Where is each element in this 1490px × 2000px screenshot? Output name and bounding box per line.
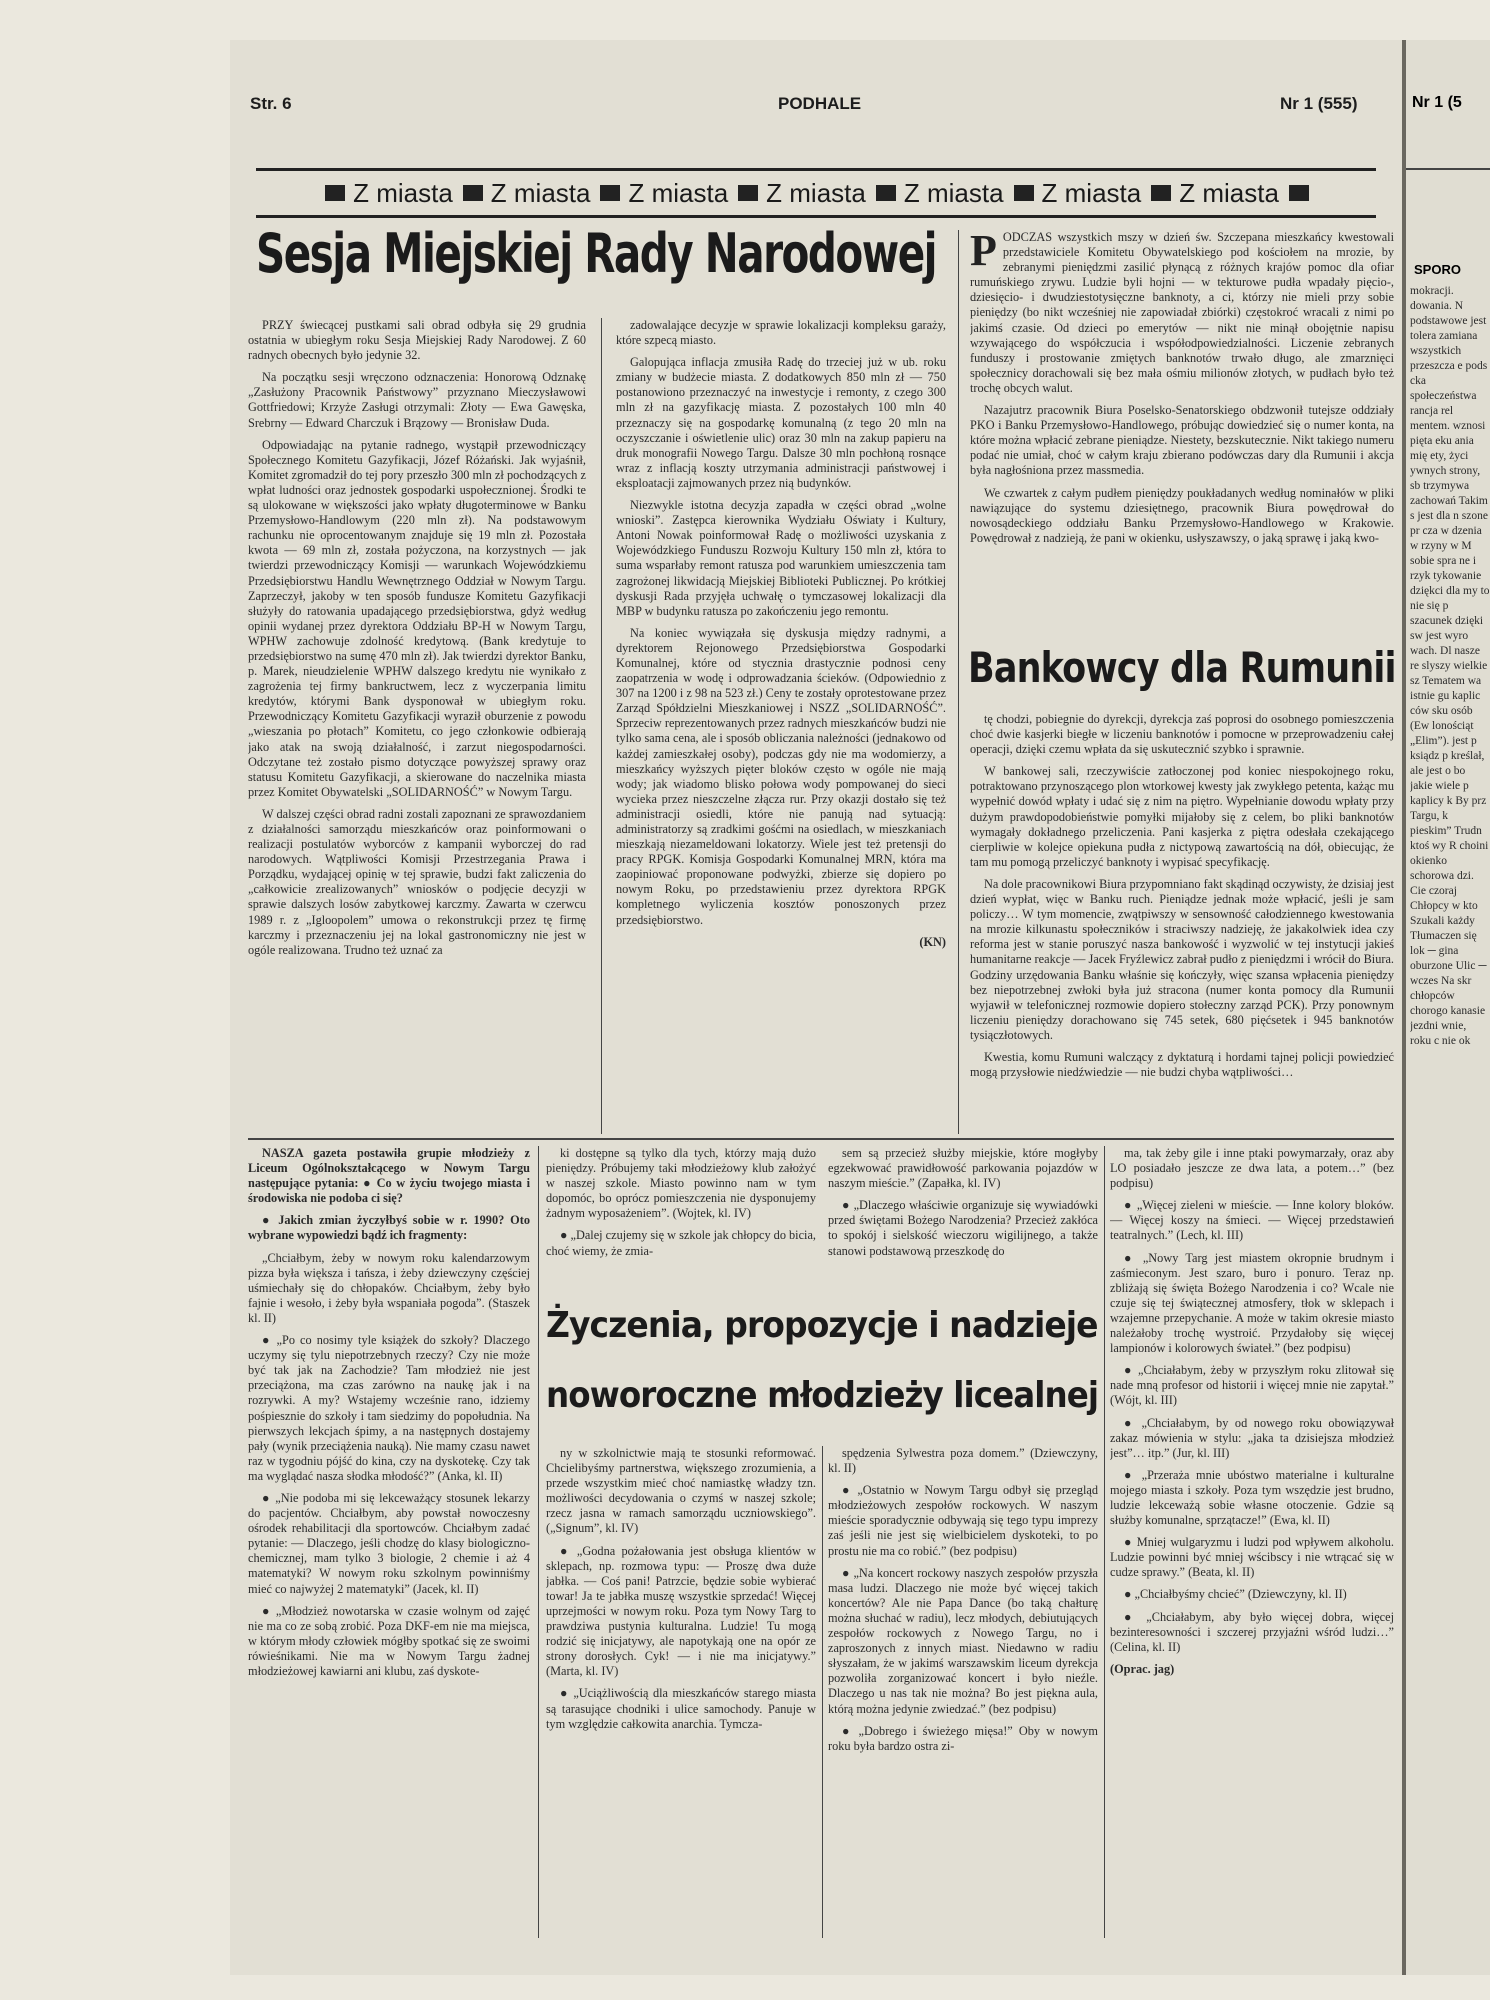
paragraph: ● „Uciążliwością dla mieszkańców starego miasta są tarasujące chodniki i ulice samochody. Panuje w tym względzie całkowita anarchia. Tymcza- <box>546 1686 816 1731</box>
page-number: Str. 6 <box>250 94 292 113</box>
paragraph: ki dostępne są tylko dla tych, którzy mają dużo pieniędzy. Próbujemy taki młodzieżowy klub założyć w naszej szkole. Miasto powinno nam w tym dopomóc, bo oprócz pomieszczenia nie dysponujemy żadnym wyposażeniem”. (Wojtek, kl. IV) <box>546 1146 816 1221</box>
article-column <box>970 230 1394 630</box>
article-title: Sesja Miejskiej Rady Narodowej <box>256 222 937 285</box>
column-rule <box>822 1446 823 1938</box>
paragraph: NASZA gazeta postawiła grupie młodzieży z Liceum Ogólnokształcącego w Nowym Targu następujące pytania: ● Co w życiu twojego miasta i środowiska nie podoba ci się? <box>248 1146 530 1206</box>
paragraph: ● „Chciałabym, aby było więcej dobra, więcej bezinteresowności i szczerej przyjaźni wśród ludzi…” (Celina, kl. II) <box>1110 1609 1394 1654</box>
article-column <box>546 1446 816 1938</box>
paragraph: Galopująca inflacja zmusiła Radę do trzeciej już w ub. roku zmiany w budżecie miasta. Z dodatkowych 850 mln zł — 750 postanowiono przeznaczyć na inwestycje i remonty, z czego 300 mln zł na gazyfikację miasta. Z pozostałych 100 mln 40 przeznaczy się na gospodarkę komunalną (z tego 20 mln na oczyszczanie i oświetlenie ulic) oraz 30 mln na zakup papieru na druk monografii Nowego Targu. Dalsze 30 mln pochłoną rosnące wraz z inflacją koszty utrzymania administracji państwowej i eksploatacji zajmowanych przez nią budynków. <box>616 355 946 490</box>
paragraph: ● „Chciałabym, żeby w przyszłym roku zlitował się nade mną profesor od historii i więcej mnie nie zapytał.” (Wójt, kl. III) <box>1110 1363 1394 1408</box>
article-signature: (KN) <box>919 934 946 949</box>
paragraph: ● „Więcej zieleni w mieście. — Inne kolory bloków. — Więcej koszy na śmieci. — Więcej przedstawień teatralnych.” (Lech, kl. III) <box>1110 1198 1394 1243</box>
paragraph: ● Mniej wulgaryzmu i ludzi pod wpływem alkoholu. Ludzie powinni być mniej wścibscy i nie wtrącać się w cudze sprawy.” (Beata, kl. II) <box>1110 1535 1394 1580</box>
paragraph: ● „Dalej czujemy się w szkole jak chłopcy do bicia, choć wiemy, że zmia- <box>546 1228 816 1258</box>
adjacent-page <box>1406 40 1490 1975</box>
section-banner <box>256 168 1376 218</box>
paragraph: Niezwykle istotna decyzja zapadła w części obrad „wolne wnioski”. Zastępca kierownika Wydziału Oświaty i Kultury, Antoni Nowak poinformował Radę o możliwości uzyskania z Wojewódzkiego Funduszu Rozwoju Kultury 150 mln zł, która to suma wsparłaby remont ratusza pod warunkiem umieszczenia tam zagrożonej likwidacją Miejskiej Biblioteki Publicznej. Po krótkiej dyskusji Rada przyjęła uchwałę o tymczasowej lokalizacji dla MBP w budynku ratusza po zakończeniu jego remontu. <box>616 498 946 618</box>
banner-label: Z miasta <box>628 177 729 208</box>
paragraph: spędzenia Sylwestra poza domem.” (Dziewczyny, kl. II) <box>828 1446 1098 1476</box>
paragraph: Odpowiadając na pytanie radnego, wystąpił przewodniczący Społecznego Komitetu Gazyfikacji, Józef Różański. Jak wyjaśnił, Komitet zgromadził do tej pory przeszło 300 mln zł pochodzących z wpłat ludności oraz jednostek gospodarki uspołecznionej. Środki te są ulokowane w większości jako wpłaty długoterminowe w Banku Przemysłowo-Handlowym (220 mln zł). Na podstawowym rachunku nie oprocentowanym znajduje się 19 mln zł. Pozostała kwota — 69 mln zł, została pożyczona, na korzystnych — jak twierdzi przewodniczący Komisji — warunkach Wojewódzkiemu Przedsiębiorstwu Handlu Wewnętrznego Oddział w Nowym Targu. Zaprzeczył, jakoby w ten sposób fundusze Komitetu Gazyfikacji służyły do ratowania upadającego przedsiębiorstwa, gdyż według opinii wydanej przez dyrektora Oddziału BP-H w Nowym Targu, WPHW zachowuje zdolność kredytową. (Bank kredytuje to przedsiębiorstwo na sumę 470 mln zł). Jak twierdzi dyrektor Banku, p. Marek, nieudzielenie WPHW dalszego kredytu nie wynikało z zagrożenia tej firmy bankructwem, lecz z wyczerpania limitu kredytów, którymi Bank dysponował w ubiegłym roku. Przewodniczący Komitetu Gazyfikacji wyraził oburzenie z powodu „wieszania po płotach” Komitetu, co jego członkowie odbierają jako atak na swoją działalność, i zarzut niegospodarności. Odczytane też zostało pismo dotyczące powyższej sprawy oraz statusu Komitetu Gazyfikacji, a skierowane do naczelnika miasta przez Komitet Obywatelski „SOLIDARNOŚĆ” w Nowym Targu. <box>248 437 586 799</box>
column-rule <box>1104 1146 1105 1938</box>
paragraph: ● „Ostatnio w Nowym Targu odbył się przegląd młodzieżowych zespołów rockowych. W naszym mieście sporadycznie odbywają się tego typu imprezy zaś jeśli nie jest się wielbicielem dyskoteki, to po prostu nie ma co robić.” (bez podpisu) <box>828 1483 1098 1558</box>
article-title: Bankowcy dla Rumunii <box>968 643 1396 692</box>
paragraph: ● „Dobrego i świeżego mięsa!” Oby w nowym roku była bardzo ostra zi- <box>828 1723 1098 1753</box>
article-column <box>970 712 1394 1134</box>
paragraph: ● „Przeraża mnie ubóstwo materialne i kulturalne mojego miasta i szkoły. Poza tym wszędzie jest brudno, ludzie lekceważą sobie własne otoczenie. Gdzie są służby komunalne, sprzątacze!” (Ewa, kl. II) <box>1110 1467 1394 1528</box>
city-icon <box>325 185 345 201</box>
article-column <box>828 1446 1098 1938</box>
article-column <box>248 1146 530 1938</box>
paragraph: Nazajutrz pracownik Biura Poselsko-Senatorskiego obdzwonił tutejsze oddziały PKO i Banku Przemysłowo-Handlowego, próbując dowiedzieć się o numer konta, na które można wpłacić zebrane pieniądze. Niestety, bezskutecznie. Nikt takiego numeru podać nie umiał, choć w całym kraju zbierano podówczas dary dla Rumunii i akcja była nagłośniona przez massmedia. <box>970 403 1394 478</box>
paragraph: ny w szkolnictwie mają te stosunki reformować. Chcielibyśmy partnerstwa, większego zrozumienia, a przede wszystkim mieć choć namiastkę władzy tzn. możliwości decydowania o czymś w naszej szkole; rzecz jasna w ramach samorządu uczniowskiego”. („Signum”, kl. IV) <box>546 1446 816 1536</box>
lead-paragraph: ODCZAS wszystkich mszy w dzień św. Szczepana mieszkańcy kwestowali przedstawiciele Komitetu Obywatelskiego pod kościołem na mrozie, by zebranymi pieniędzmi zasilić płynącą z różnych krajów pomoc dla ofiar rumuńskiego zrywu. Ludzie byli hojni — w tekturowe pudła wpadały pięcio-, dziesięcio- i dwudziestotysięczne banknoty, a ci, którzy nie mieli przy sobie pieniędzy (bo nikt wcześniej nie zapowiadał zbiórki) częstokroć wracali z nimi po jakimś czasie. Od dzieci po emerytów — nikt nie minął obojętnie napisu wzywającego do współczucia i współodpowiedzialności. Liczenie zebranych funduszy i prostowanie zmiętych banknotów trwało długo, ale zmarznięci społecznicy dorachowali się bez mała ośmiu milionów złotych, w pudłach było też trochę obcych walut. <box>970 230 1394 395</box>
drop-cap: P <box>970 230 997 275</box>
column-rule <box>958 230 959 1134</box>
adjacent-text: mokracji. dowania. N podstawowe jest tolera zamiana wszystkich przeszcza e pods cka społeczeństwa rancja rel mentem. wznosi pięta eku ania mię ety, życi ywnych strony, sb trzymywa zachowań Takim s jest dla n szone pr cza w dzenia w rzyny w M sobie spra ne i rzyk tykowanie dziękci dla my to nie się p szacunek dzięki sw jest wyro wach. Dl nasze re slyszy wielkie sz Tematem wa istnie gu kaplic ców sku osób (Ew lonościąt „Elim”). jest p ksiądz p kreślał, ale jest o bo jakie wiele p kaplicy k By prz Targu, k pieskim” Trudn ktoś wy R choini okienko schorowa dzi. Cie czoraj Chłopcy w kto Szukali każdy Tłumaczen się lok ─ gina oburzone Ulic ─ wczes Na skr chłopców chorogo kanasie jezdni wnie, roku c nie ok <box>1410 285 1490 1047</box>
paragraph: Na koniec wywiązała się dyskusja między radnymi, a dyrektorem Rejonowego Przedsiębiorstwa Gospodarki Komunalnej, które od stycznia drastycznie podnosi ceny zaopatrzenia w wodę i odprowadzania ścieków. (Odpowiednio z 307 na 1200 i z 98 na 523 zł.) Ceny te zostały oprotestowane przez Zarząd Spółdzielni Mieszkaniowej i NSZZ „SOLIDARNOŚĆ”. Sprzeciw reprezentowanych przez radnych mieszkańców budzi nie tylko sama cena, ale i sposób obliczania należności (jednakowo od każdej zamieszkałej osoby), podczas gdy nie ma wodomierzy, a mieszkańcy wyższych pięter bloków często w ogóle nie mają wody; jak wiadomo blisko połowa wody pompowanej do sieci wycieka przez nieszczelne złącza rur. Przy okazji dostało się też administracji osiedli, które nie panują nad sytuacją: administratorzy są zradkimi gośćmi na osiedlach, w mieszkaniach mieszkają niezameldowani lokatorzy. Wiele jest też pretensji do pracy RPGK. Komisja Gospodarki Komunalnej MRN, która ma zaopiniować proponowane podwyżki, zbierze się dopiero po nowym Roku, po przedstawieniu przez dyrektora RPGK kompletnego wyliczenia kosztów ponoszonych przez przedsiębiorstwo. <box>616 625 946 927</box>
issue-number: Nr 1 (555) <box>1280 94 1358 113</box>
article-column <box>1110 1146 1394 1938</box>
paragraph: W bankowej sali, rzeczywiście zatłoczonej pod koniec niespokojnego roku, potraktowano przynoszącego plon wtorkowej kwesty jak zwykłego petenta, każąc mu wypełnić dowód wpłaty i udać się z nim na piętro. Wypełnianie dowodu wpłaty przy dużym prawdopodobieństwie pomyłki mijałoby się z celem, bo pliki banknotów wymagały dokładnego przeliczenia. Pani kasjerka z piętra odesłała czekającego cierpliwie w kolejce opiekuna pudła z nictypową zawartością na dół, obiecując, że tam mu pomogą przeliczyć banknoty i wypisać specyfikację. <box>970 764 1394 869</box>
city-icon <box>600 185 620 201</box>
paragraph: ● „Młodzież nowotarska w czasie wolnym od zajęć nie ma co ze sobą zrobić. Poza DKF-em nie ma miejsca, w którym młody człowiek mógłby spotkać się ze swoimi rówieśnikami. Nie ma w Nowym Targu żadnej młodzieżowej kawiarni ani klubu, zaś dyskote- <box>248 1603 530 1678</box>
banner-label: Z miasta <box>1041 177 1142 208</box>
section-rule <box>248 1138 1394 1140</box>
paragraph: „Chciałbym, żeby w nowym roku kalendarzowym pizza była większa i tańsza, i żeby dziewczyny częściej uśmiechały się do chłopaków. Chciałbym, żeby było fajnie i wesoło, i żeby była wspaniała pogoda”. (Staszek kl. II) <box>248 1250 530 1325</box>
city-icon <box>1014 185 1034 201</box>
adjacent-heading: SPORO <box>1414 262 1461 277</box>
article-title-line2: noworoczne młodzieży licealnej <box>546 1375 1099 1416</box>
editor-credit: (Oprac. jag) <box>1110 1661 1175 1676</box>
paragraph: ma, tak żeby gile i inne ptaki powymarzały, oraz aby LO posiadało jeszcze ze dwa lata, a potem…” (bez podpisu) <box>1110 1146 1394 1191</box>
article-title: Życzenia, propozycje i nadzieje <box>546 1305 1098 1346</box>
paragraph: ● „Dlaczego właściwie organizuje się wywiadówki przed świętami Bożego Narodzenia? Przecież zakłóca to spokój i sielskość wieczoru wigilijnego, a także stanowi podstawową przeszkodę do <box>828 1198 1098 1258</box>
adjacent-masthead: Nr 1 (5 <box>1412 94 1462 111</box>
paragraph: ● „Nie podoba mi się lekceważący stosunek lekarzy do pacjentów. Chciałbym, aby powstał nowoczesny ośrodek rehabilitacji dla sportowców. Chciałbym zadać pytanie: — Dlaczego, jeśli chodzę do klasy biologiczno-chemicznej, mam tylko 3 biologie, 2 chemie i aż 4 matematyki? W nowym roku szkolnym powinniśmy mieć co najwyżej 2 matematyki” (Jacek, kl. II) <box>248 1490 530 1596</box>
city-icon <box>1289 185 1309 201</box>
paragraph: ● „Godna pożałowania jest obsługa klientów w sklepach, np. rozmowa typu: — Proszę dwa duże jabłka. — Coś pani! Patrzcie, będzie sobie wybierać towar! Ja te jabłka muszę wszystkie sprzedać! Więcej uprzejmości w nowym roku. Poza tym Nowy Targ to prawdziwa pustynia kulturalna. Ludzie! Tu mogą rodzić się inicjatywy, ale napotykają one na opór ze strony dorosłych. Cyk! — i nie ma inicjatywy.” (Marta, kl. IV) <box>546 1543 816 1679</box>
paragraph: ● „Po co nosimy tyle książek do szkoły? Dlaczego uczymy się tylu niepotrzebnych rzeczy? Czy nie może być tak jak na Zachodzie? Tam młodzież nie jest przeciążona, ma czas zarówno na naukę jak i na rozrywki. A my? Wstajemy wcześnie rano, idziemy pośpiesznie do szkoły i tam siedzimy do popołudnia. Na pierwszych lekcjach śpimy, a na następnych dostajemy pały (wynik przeciążenia nauką). Nie mamy czasu nawet raz w tygodniu pójść do kina, czy na dyskotekę. Czy tak ma wyglądać nasza słodka młodość?” (Anka, kl. II) <box>248 1333 530 1483</box>
article-column <box>616 318 946 1134</box>
paragraph: ● „Chciałabym, by od nowego roku obowiązywał zakaz mówienia w stylu: „jaka ta dzisiejsza młodzież jest”… itp.” (Jur, kl. III) <box>1110 1415 1394 1460</box>
adjacent-rule <box>1406 168 1490 170</box>
paragraph: ● Jakich zmian życzyłbyś sobie w r. 1990? Oto wybrane wypowiedzi bądź ich fragmenty: <box>248 1213 530 1243</box>
city-icon <box>463 185 483 201</box>
column-rule <box>601 318 602 1134</box>
paragraph: Na dole pracownikowi Biura przypomniano fakt skądinąd oczywisty, że dzisiaj jest dzień wypłat, więc w Banku ruch. Pieniądze jednak może wpłacić, jeśli je sam policzy… W tym momencie, zwątpiwszy w sensowność całodziennego kwestowania na mrozie kilkunastu społeczników i straciwszy nadzieję, że jakakolwiek idea czy reforma jest w stanie poruszyć nasza bankowość i wyzwolić w tej instytucji jakieś humanitarne reakcje — Jacek Fryźlewicz zabrał pudło z pieniędzmi i wrócił do Biura. Godziny urzędowania Banku właśnie się kończyły, więc szansa wpłacenia pieniędzy bez niepotrzebnej zwłoki była już stracona (numer konta pomocy dla Rumunii wyjawił w telefonicznej rozmowie dopiero stołeczny zarząd PCK). Przy ponownym liczeniu pieniędzy dorachowano się 745 setek, 680 pięćsetek i 945 banknotów tysiączłotowych. <box>970 876 1394 1042</box>
paper-name: PODHALE <box>778 94 862 113</box>
column-rule <box>538 1146 539 1938</box>
paragraph: ● „Na koncert rockowy naszych zespołów przyszła masa ludzi. Dlaczego nie może być więcej takich koncertów? Ale nie Papa Dance (bo taką chałturę można słuchać w radiu), lecz młodych, debiutujących zespołów rockowych z Nowego Targu, no i zaproszonych z innych miast. Niedawno w radiu słyszałam, że w jakimś warszawskim liceum dyrekcja pozwoliła zorganizować koncert i było nieźle. Dlaczego u nas tak nie można? Bo jest piękna aula, którą można jedynie zwiedzać.” (bez podpisu) <box>828 1565 1098 1716</box>
paragraph: We czwartek z całym pudłem pieniędzy poukładanych według nominałów w pliki nawiązujące do systemu dziesiętnego, pracownik Biura powędrował do nowosądeckiego oddziału Banku Przemysłowo-Handlowego w Krakowie. Powędrował z nadzieją, że pani w okienku, usłyszawszy, o jaką sprawę i jaką kwo- <box>970 485 1394 545</box>
city-icon <box>876 185 896 201</box>
banner-label: Z miasta <box>490 177 591 208</box>
article-column <box>248 318 586 1134</box>
article-column <box>546 1146 816 1296</box>
banner-label: Z miasta <box>1179 177 1279 208</box>
paragraph: Kwestia, komu Rumuni walczący z dyktaturą i hordami tajnej policji powiedzieć mogą przysłowie niedźwiedzie — nie budzi chyba wątpliwości… <box>970 1049 1394 1080</box>
city-icon <box>738 185 758 201</box>
city-icon <box>1151 185 1171 201</box>
paragraph: sem są przecież służby miejskie, które mogłyby egzekwować prawidłowość parkowania pojazdów w naszym mieście.” (Zapałka, kl. IV) <box>828 1146 1098 1191</box>
article-column <box>828 1146 1098 1296</box>
banner-label: Z miasta <box>903 177 1004 208</box>
paragraph: PRZY świecącej pustkami sali obrad odbyła się 29 grudnia ostatnia w ubiegłym roku Sesja Miejskiej Rady Narodowej. Z 60 radnych obecnych było jedynie 32. <box>248 318 586 363</box>
paragraph: zadowalające decyzje w sprawie lokalizacji kompleksu garaży, które szpecą miasto. <box>616 318 946 348</box>
banner-label: Z miasta <box>766 177 866 208</box>
banner-label: Z miasta <box>353 177 453 208</box>
paragraph: W dalszej części obrad radni zostali zapoznani ze sprawozdaniem z działalności samorządu mieszkańców oraz poinformowani o realizacji postulatów wyborców z kampanii wyborczej do rad narodowych. Wątpliwości Komisji Przestrzegania Prawa i Porządku, wydającej opinię w tej sprawie, budzi fakt zaliczenia do „całkowicie zrealizowanych” wniosków o podjęcie decyzji w sprawie dalszych losów zabytkowej karczmy. Zawarta w czerwcu 1989 r. z „Igloopolem” umowa o rekonstrukcji przez tę firmę karczmy i przeznaczeniu jej na lokal gastronomiczny nie jest w ogóle realizowana. Trudno też uznać za <box>248 806 586 957</box>
paragraph: Na początku sesji wręczono odznaczenia: Honorową Odznakę „Zasłużony Pracownik Państwowy” przyznano Mieczysławowi Gottfriedowi; Krzyże Zasługi otrzymali: Złoty — Ewa Gawęska, Srebrny — Edward Charczuk i Brązowy — Bronisław Duda. <box>248 370 586 430</box>
paragraph: ● „Nowy Targ jest miastem okropnie brudnym i zaśmieconym. Jest szaro, buro i ponuro. Teraz np. zbliżają się święta Bożego Narodzenia i co? Wcale nie czuje się tej świątecznej atmosfery, tłok w sklepach i wzajemne przepychanie. A może w takim okresie miasto należałoby trochę wystroić. Przydałoby się więcej lampionów i kolorowych świateł.” (bez podpisu) <box>1110 1250 1394 1356</box>
paragraph: ● „Chciałbyśmy chcieć” (Dziewczyny, kl. II) <box>1124 1587 1347 1602</box>
paragraph: tę chodzi, pobiegnie do dyrekcji, dyrekcja zaś poprosi do osobnego pomieszczenia choć dwie kasjerki biegłe w liczeniu banknotów i pomocne w przeprowadzeniu całej operacji, dzięki czemu wpłata da się uskutecznić szybko i sprawnie. <box>970 712 1394 757</box>
